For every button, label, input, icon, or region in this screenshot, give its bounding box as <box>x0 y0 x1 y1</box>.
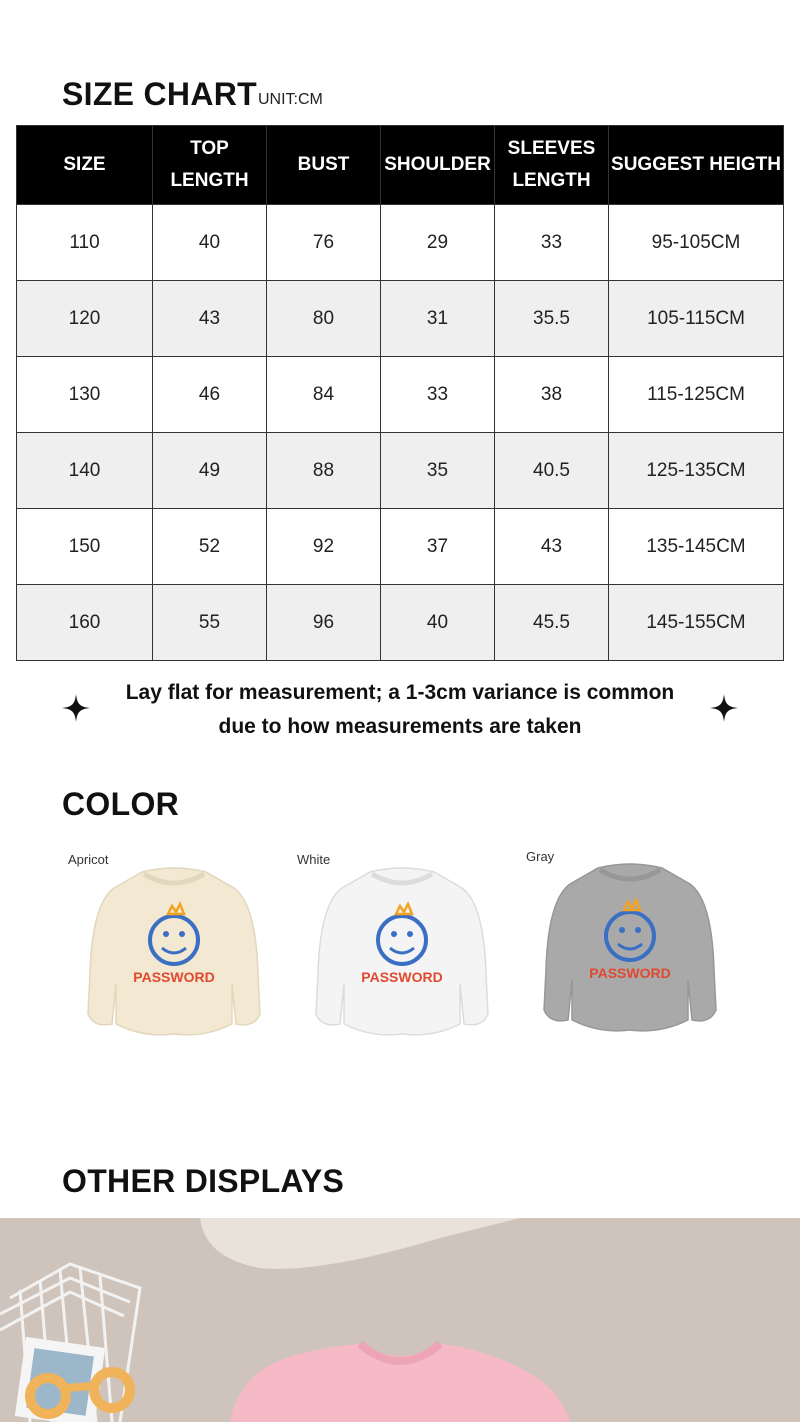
header-label: LENGTH <box>170 170 249 191</box>
cell-size: 120 <box>17 281 153 357</box>
table-header-row <box>17 126 784 205</box>
cell-shoulder: 35 <box>381 433 495 509</box>
cell-bust: 84 <box>267 357 381 433</box>
header-label: SIZE <box>63 154 106 175</box>
header-shoulder <box>381 126 495 205</box>
display-photo-illustration <box>0 1218 800 1422</box>
table-row <box>17 357 784 433</box>
sweater-print-text: PASSWORD <box>361 969 443 985</box>
header-label: BUST <box>297 154 350 175</box>
cell-suggest-height: 105-115CM <box>609 281 784 357</box>
header-bust <box>267 126 381 205</box>
header-top-length <box>153 126 267 205</box>
sparkle-icon <box>710 694 738 722</box>
header-label: TOP <box>190 138 229 159</box>
cell-shoulder: 31 <box>381 281 495 357</box>
swatch-label-apricot: Apricot <box>68 852 109 867</box>
cell-shoulder: 40 <box>381 585 495 661</box>
swatch-label-white: White <box>297 852 331 867</box>
cell-bust: 80 <box>267 281 381 357</box>
cell-bust: 92 <box>267 509 381 585</box>
cell-top-length: 52 <box>153 509 267 585</box>
cell-sleeves-length: 35.5 <box>495 281 609 357</box>
cell-size: 150 <box>17 509 153 585</box>
cell-size: 160 <box>17 585 153 661</box>
size-chart-table <box>16 125 784 661</box>
cell-bust: 76 <box>267 205 381 281</box>
table-row <box>17 585 784 661</box>
cell-top-length: 55 <box>153 585 267 661</box>
cell-suggest-height: 135-145CM <box>609 509 784 585</box>
cell-shoulder: 29 <box>381 205 495 281</box>
sweater-print-text: PASSWORD <box>589 965 671 981</box>
header-label: SLEEVES <box>507 138 596 159</box>
cell-suggest-height: 115-125CM <box>609 357 784 433</box>
cell-top-length: 46 <box>153 357 267 433</box>
other-displays-title: OTHER DISPLAYS <box>62 1163 345 1199</box>
sweater-apricot[interactable] <box>84 864 264 1040</box>
note-line-2: due to how measurements are taken <box>218 715 582 738</box>
header-label: SUGGEST HEIGTH <box>611 154 781 175</box>
cell-size: 140 <box>17 433 153 509</box>
cell-size: 130 <box>17 357 153 433</box>
cell-top-length: 43 <box>153 281 267 357</box>
table-row <box>17 509 784 585</box>
cell-bust: 96 <box>267 585 381 661</box>
header-label: SHOULDER <box>384 154 491 175</box>
cell-top-length: 40 <box>153 205 267 281</box>
cell-suggest-height: 125-135CM <box>609 433 784 509</box>
table-row <box>17 205 784 281</box>
table-row <box>17 433 784 509</box>
header-label: LENGTH <box>512 170 591 191</box>
cell-sleeves-length: 33 <box>495 205 609 281</box>
color-section-title: COLOR <box>62 786 180 822</box>
cell-sleeves-length: 45.5 <box>495 585 609 661</box>
sweater-gray[interactable] <box>540 860 720 1036</box>
table-row <box>17 281 784 357</box>
sweater-white[interactable] <box>312 864 492 1040</box>
size-chart-title: SIZE CHART <box>62 76 257 112</box>
cell-sleeves-length: 38 <box>495 357 609 433</box>
sparkle-icon <box>62 694 90 722</box>
cell-shoulder: 33 <box>381 357 495 433</box>
measurement-note <box>100 676 700 744</box>
cell-suggest-height: 145-155CM <box>609 585 784 661</box>
cell-suggest-height: 95-105CM <box>609 205 784 281</box>
header-sleeves-length <box>495 126 609 205</box>
sweater-print-text: PASSWORD <box>133 969 215 985</box>
swatch-label-gray: Gray <box>526 849 555 864</box>
cell-bust: 88 <box>267 433 381 509</box>
cell-top-length: 49 <box>153 433 267 509</box>
note-line-1: Lay flat for measurement; a 1-3cm variance is common <box>125 681 675 704</box>
unit-label: UNIT:CM <box>258 91 323 108</box>
cell-sleeves-length: 40.5 <box>495 433 609 509</box>
cell-sleeves-length: 43 <box>495 509 609 585</box>
cell-shoulder: 37 <box>381 509 495 585</box>
display-photo <box>0 1218 800 1422</box>
header-suggest-height <box>609 126 784 205</box>
cell-size: 110 <box>17 205 153 281</box>
header-size <box>17 126 153 205</box>
